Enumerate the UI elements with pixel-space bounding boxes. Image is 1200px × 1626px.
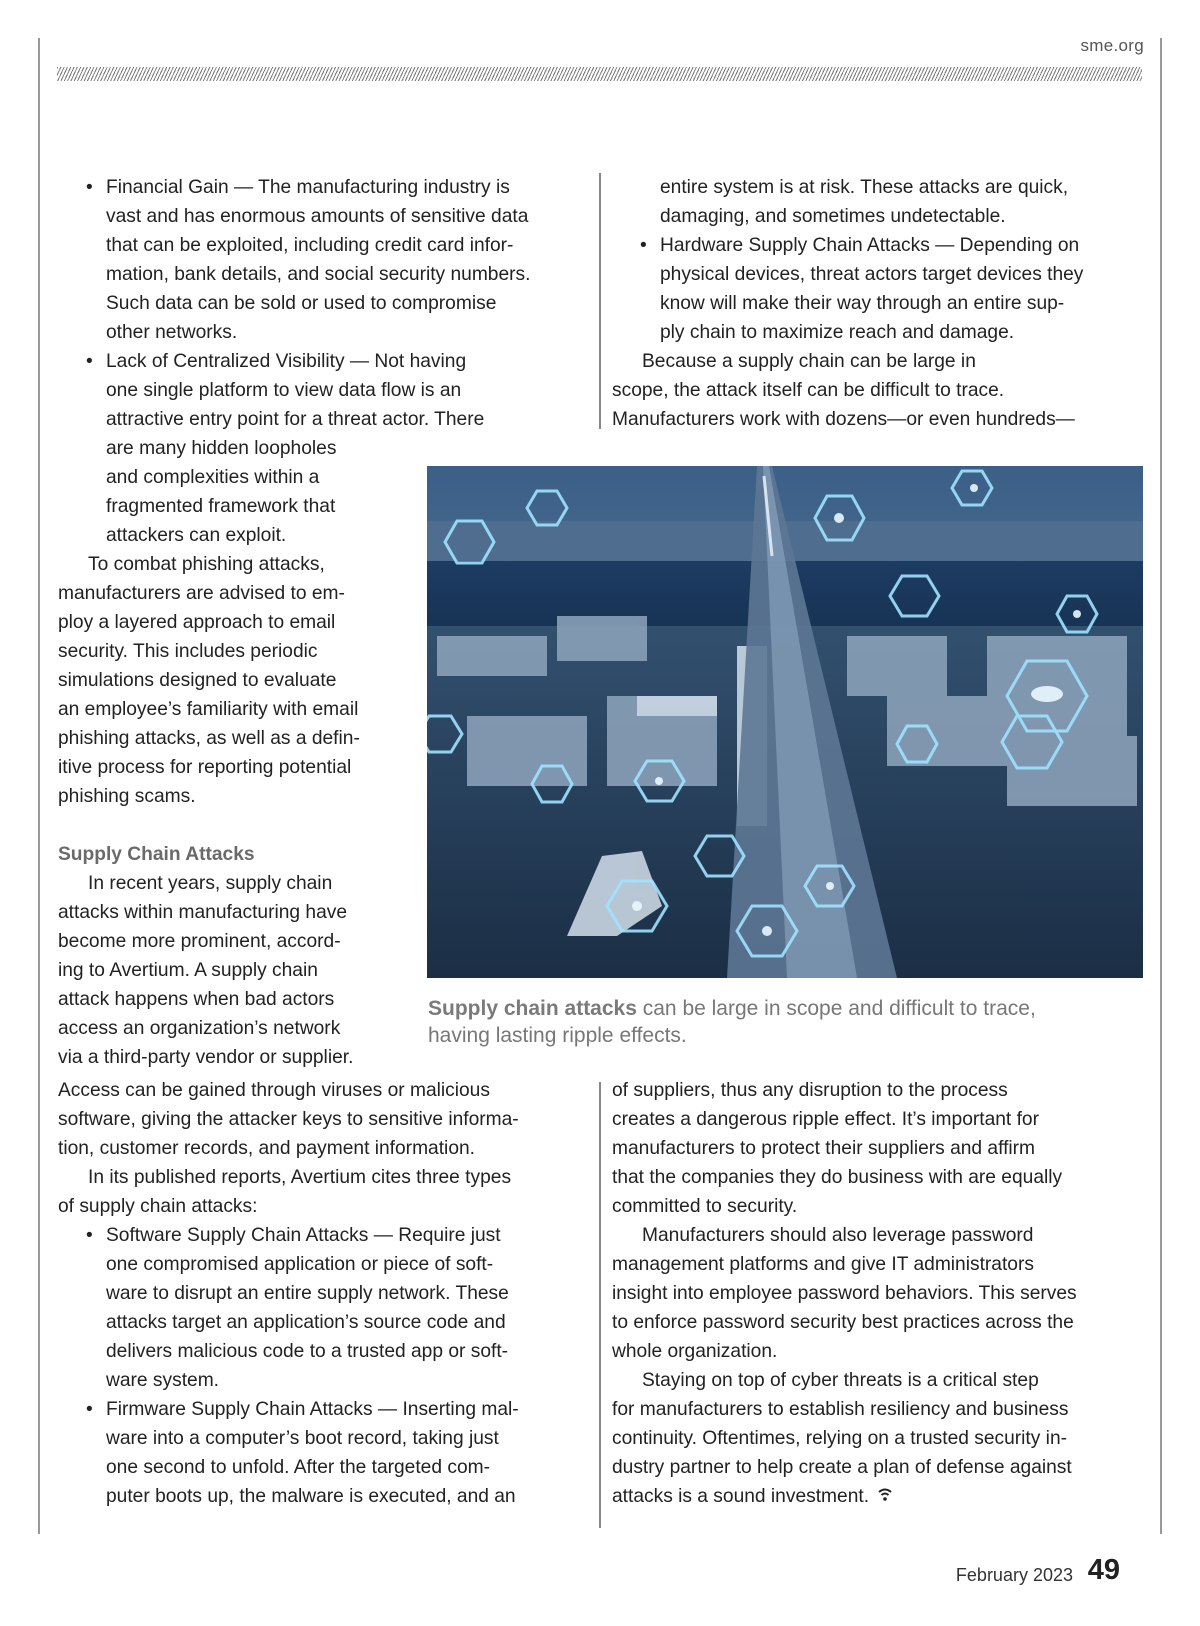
text-line: committed to security.: [612, 1196, 798, 1217]
text-line: and complexities within a: [106, 467, 320, 488]
text-line: ware system.: [106, 1370, 220, 1391]
column-divider-bottom: [599, 1082, 601, 1528]
text-line: that can be exploited, including credit card infor-: [106, 235, 514, 256]
left-column-bottom: [58, 1076, 598, 1511]
caption-lead: Supply chain attacks: [428, 997, 637, 1020]
page-border-right: [1160, 38, 1162, 1534]
section-heading: Supply Chain Attacks: [58, 844, 255, 865]
text-line: for manufacturers to establish resiliency and business: [612, 1399, 1069, 1420]
text-line: attacks within manufacturing have: [58, 902, 348, 923]
text-line: phishing scams.: [58, 786, 196, 807]
text-line: physical devices, threat actors target devices they: [660, 264, 1084, 285]
text-line-final: attacks is a sound investment.: [612, 1482, 1152, 1511]
text-line: Manufacturers work with dozens—or even hundreds—: [612, 409, 1075, 430]
text-line: manufacturers to protect their suppliers and affirm: [612, 1138, 1036, 1159]
supply-chain-city-photo: [427, 466, 1143, 978]
text-line: In recent years, supply chain: [88, 873, 333, 894]
text-line: attackers can exploit.: [106, 525, 287, 546]
text-line: Staying on top of cyber threats is a critical step: [642, 1370, 1039, 1391]
text-line: management platforms and give IT administrators: [612, 1254, 1034, 1275]
text-line: insight into employee password behaviors. This serves: [612, 1283, 1077, 1304]
site-url: sme.org: [1080, 36, 1144, 55]
text-line: access an organization’s network: [58, 1018, 341, 1039]
text-line: ploy a layered approach to email: [58, 612, 336, 633]
text-line: creates a dangerous ripple effect. It’s important for: [612, 1109, 1039, 1130]
right-column-bottom: [612, 1076, 1152, 1511]
header-hatch-rule: [57, 67, 1142, 81]
bullet-centralized-visibility: • Lack of Centralized Visibility — Not having: [58, 347, 598, 376]
issue-date: February 2023: [955, 1565, 1073, 1585]
text-line: security. This includes periodic: [58, 641, 318, 662]
text-line: via a third-party vendor or supplier.: [58, 1047, 354, 1068]
column-divider-top: [599, 173, 601, 429]
text-line: attacks target an application’s source code and: [106, 1312, 506, 1333]
text-line: fragmented framework that: [106, 496, 336, 517]
page-border-left: [38, 38, 40, 1534]
text-line: ware to disrupt an entire supply network. These: [106, 1283, 509, 1304]
text-line: become more prominent, accord-: [58, 931, 341, 952]
text-line: dustry partner to help create a plan of defense against: [612, 1457, 1072, 1478]
text-line: Access can be gained through viruses or malicious: [58, 1080, 490, 1101]
end-mark-icon: [878, 1482, 892, 1511]
page-number: 49: [1087, 1554, 1120, 1586]
text-line: phishing attacks, as well as a defin-: [58, 728, 360, 749]
bullet-financial-gain: • Financial Gain — The manufacturing industry is: [58, 173, 598, 202]
text-line: software, giving the attacker keys to sensitive informa-: [58, 1109, 519, 1130]
text-line: whole organization.: [612, 1341, 778, 1362]
text-line: Such data can be sold or used to compromise: [106, 293, 497, 314]
text-line: vast and has enormous amounts of sensitive data: [106, 206, 529, 227]
text-line: are many hidden loopholes: [106, 438, 337, 459]
photo-caption: [428, 995, 1148, 1049]
text-line: attack happens when bad actors: [58, 989, 335, 1010]
text-line: know will make their way through an entire sup-: [660, 293, 1065, 314]
bullet-firmware-attacks: • Firmware Supply Chain Attacks — Inserting mal-: [58, 1395, 598, 1424]
bullet-software-attacks: • Software Supply Chain Attacks — Require just: [58, 1221, 598, 1250]
text-line: manufacturers are advised to em-: [58, 583, 345, 604]
text-line: that the companies they do business with are equally: [612, 1167, 1063, 1188]
text-line: scope, the attack itself can be difficult to trace.: [612, 380, 1005, 401]
text-line: itive process for reporting potential: [58, 757, 352, 778]
text-line: mation, bank details, and social security numbers.: [106, 264, 531, 285]
text-line: To combat phishing attacks,: [88, 554, 325, 575]
caption-rest-2: having lasting ripple effects.: [428, 1024, 687, 1047]
text-line: puter boots up, the malware is executed, and an: [106, 1486, 516, 1507]
text-line: an employee’s familiarity with email: [58, 699, 359, 720]
caption-rest: can be large in scope and difficult to trace,: [642, 997, 1036, 1020]
text-line: ware into a computer’s boot record, taking just: [106, 1428, 499, 1449]
text-line: Because a supply chain can be large in: [642, 351, 976, 372]
text-line: continuity. Oftentimes, relying on a trusted security in-: [612, 1428, 1068, 1449]
right-column-top: [612, 173, 1152, 434]
text-line: ing to Avertium. A supply chain: [58, 960, 318, 981]
text-line: attractive entry point for a threat actor. There: [106, 409, 485, 430]
text-line: ply chain to maximize reach and damage.: [660, 322, 1015, 343]
text-line: damaging, and sometimes undetectable.: [660, 206, 1006, 227]
text-line: of supply chain attacks:: [58, 1196, 258, 1217]
text-line: delivers malicious code to a trusted app or soft-: [106, 1341, 509, 1362]
text-line: other networks.: [106, 322, 238, 343]
text-line: In its published reports, Avertium cites three types: [88, 1167, 512, 1188]
text-line: Manufacturers should also leverage password: [642, 1225, 1034, 1246]
text-line: simulations designed to evaluate: [58, 670, 337, 691]
text-line: entire system is at risk. These attacks are quick,: [660, 177, 1069, 198]
bullet-hardware-attacks: • Hardware Supply Chain Attacks — Depending on: [612, 231, 1152, 260]
text-line: one second to unfold. After the targeted com-: [106, 1457, 490, 1478]
text-line: of suppliers, thus any disruption to the process: [612, 1080, 1008, 1101]
text-line: tion, customer records, and payment information.: [58, 1138, 475, 1159]
text-line: one compromised application or piece of soft-: [106, 1254, 494, 1275]
text-line: one single platform to view data flow is an: [106, 380, 462, 401]
text-line: to enforce password security best practices across the: [612, 1312, 1074, 1333]
